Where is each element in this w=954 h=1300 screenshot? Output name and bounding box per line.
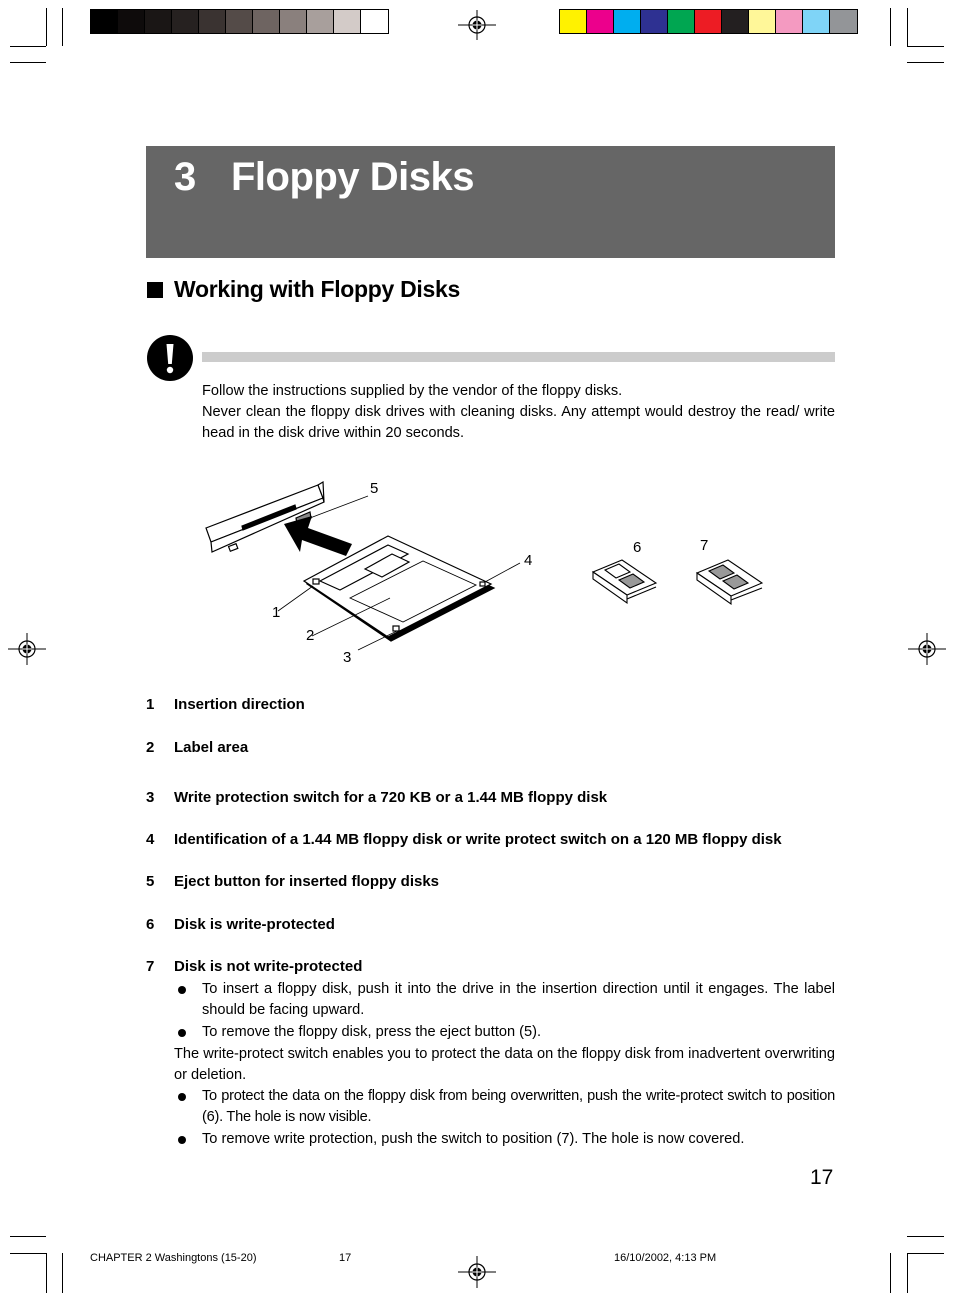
- color-swatch: [118, 10, 145, 33]
- color-swatch: [695, 10, 722, 33]
- crop-mark: [907, 1236, 944, 1237]
- item-number: 1: [146, 696, 155, 713]
- color-swatch: [361, 10, 388, 33]
- item-number: 3: [146, 789, 155, 806]
- color-swatch: [776, 10, 803, 33]
- exclamation-icon: [147, 335, 193, 381]
- color-swatch: [668, 10, 695, 33]
- figure-label-5: 5: [370, 480, 379, 497]
- crop-mark: [10, 62, 46, 63]
- color-swatch: [145, 10, 172, 33]
- floppy-disk-drawing: [304, 536, 494, 641]
- footer-page: 17: [339, 1252, 352, 1264]
- item-number: 5: [146, 873, 155, 890]
- floppy-disk-illustration: [200, 478, 780, 668]
- crop-mark: [62, 8, 63, 46]
- item-text: Eject button for inserted floppy disks: [174, 873, 440, 890]
- item-text: Disk is write-protected: [174, 916, 335, 933]
- color-swatch: [587, 10, 614, 33]
- crop-mark: [46, 8, 47, 46]
- crop-mark: [46, 1253, 47, 1293]
- figure-label-6: 6: [633, 539, 642, 556]
- registration-mark-icon: [458, 1256, 496, 1288]
- color-swatch: [641, 10, 668, 33]
- crop-mark: [907, 46, 944, 47]
- chapter-title: Floppy Disks: [231, 155, 474, 199]
- color-swatch: [803, 10, 830, 33]
- crop-mark: [62, 1253, 63, 1293]
- color-swatch: [722, 10, 749, 33]
- bullet-dot-icon: [178, 1029, 186, 1037]
- color-swatch: [307, 10, 334, 33]
- item-text: Disk is not write-protected: [174, 958, 363, 975]
- item-text: Insertion direction: [174, 696, 305, 713]
- figure-label-7: 7: [700, 537, 709, 554]
- crop-mark: [10, 46, 46, 47]
- write-protect-paragraph: The write-protect switch enables you to protect the data on the floppy disk from inadvertent overwriting or deletion.: [174, 1046, 835, 1083]
- figure-label-4: 4: [524, 552, 533, 569]
- bullet-dot-icon: [178, 1136, 186, 1144]
- figure-label-2: 2: [306, 627, 315, 644]
- section-title: Working with Floppy Disks: [174, 276, 460, 302]
- item-text: Label area: [174, 739, 249, 756]
- chapter-number: 3: [174, 155, 197, 199]
- bullet-remove-disk: To remove the floppy disk, press the eject button (5).: [202, 1024, 542, 1040]
- crop-mark: [907, 8, 908, 46]
- item-text: Identification of a 1.44 MB floppy disk or write protect switch on a 120 MB floppy disk: [174, 831, 782, 848]
- bullet-insert-disk: To insert a floppy disk, push it into the drive in the insertion direction until it engages. The label should be facing upward.: [202, 981, 835, 1018]
- bullet-dot-icon: [178, 986, 186, 994]
- color-swatch: [614, 10, 641, 33]
- color-calibration-bar: [559, 9, 858, 34]
- note-rule: [202, 352, 835, 362]
- grayscale-calibration-bar: [90, 9, 389, 34]
- bullet-dot-icon: [178, 1093, 186, 1101]
- note-line-2: Never clean the floppy disk drives with cleaning disks. Any attempt would destroy the read/ write head in the disk drive within 20 seconds.: [202, 404, 835, 441]
- write-protected-detail: [593, 560, 656, 603]
- registration-mark-icon: [458, 10, 496, 40]
- crop-mark: [890, 8, 891, 46]
- crop-mark: [907, 1253, 908, 1293]
- figure-label-3: 3: [343, 649, 352, 666]
- footer-timestamp: 16/10/2002, 4:13 PM: [614, 1252, 717, 1264]
- figure-label-1: 1: [272, 604, 281, 621]
- section-bullet-square: [147, 282, 163, 298]
- item-text: Write protection switch for a 720 KB or a 1.44 MB floppy disk: [174, 789, 608, 806]
- color-swatch: [830, 10, 857, 33]
- color-swatch: [253, 10, 280, 33]
- color-swatch: [91, 10, 118, 33]
- crop-mark: [10, 1253, 46, 1254]
- crop-mark: [10, 1236, 46, 1237]
- crop-mark: [907, 1253, 944, 1254]
- color-swatch: [560, 10, 587, 33]
- footer-chapter: CHAPTER 2 Washingtons (15-20): [90, 1252, 257, 1264]
- item-number: 2: [146, 739, 155, 756]
- crop-mark: [890, 1253, 891, 1293]
- color-swatch: [334, 10, 361, 33]
- color-swatch: [280, 10, 307, 33]
- bullet-remove-protection: To remove write protection, push the switch to position (7). The hole is now covered.: [202, 1131, 745, 1147]
- note-line-1: Follow the instructions supplied by the vendor of the floppy disks.: [202, 383, 623, 399]
- bullet-protect-data: To protect the data on the floppy disk from being overwritten, push the write-protect switch to position (6). The hole is now visible.: [202, 1088, 835, 1125]
- item-number: 4: [146, 831, 155, 848]
- item-number: 7: [146, 958, 155, 975]
- page-number: 17: [810, 1166, 834, 1189]
- insertion-arrow: [284, 516, 352, 556]
- color-swatch: [172, 10, 199, 33]
- not-write-protected-detail: [697, 560, 762, 604]
- crop-mark: [907, 62, 944, 63]
- color-swatch: [749, 10, 776, 33]
- registration-mark-icon: [908, 633, 946, 665]
- item-number: 6: [146, 916, 155, 933]
- registration-mark-icon: [8, 633, 46, 665]
- color-swatch: [226, 10, 253, 33]
- color-swatch: [199, 10, 226, 33]
